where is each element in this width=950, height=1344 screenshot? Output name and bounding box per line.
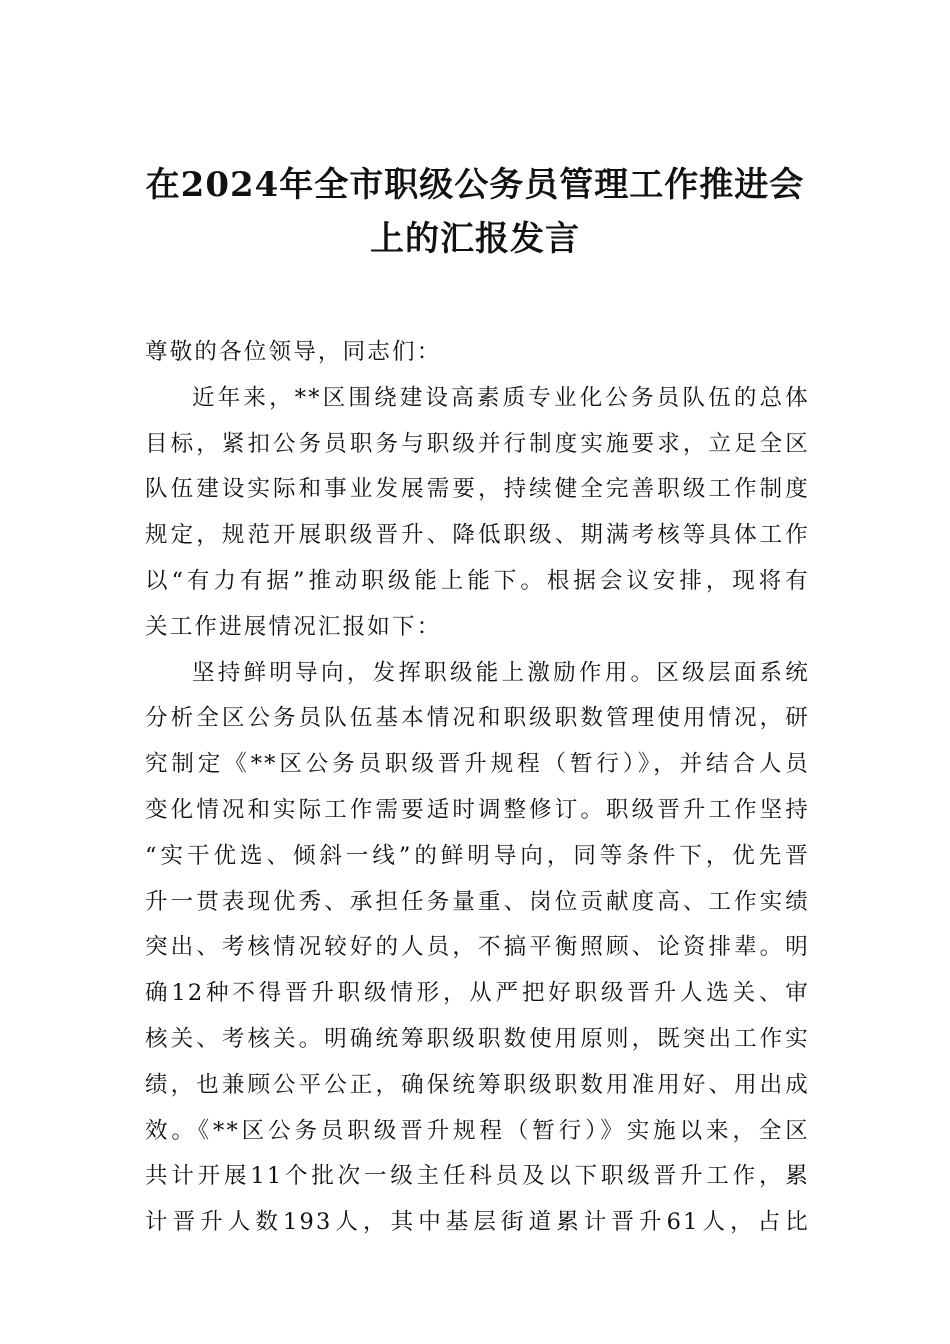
paragraph-line: 坚持鲜明导向，发挥职级能上激励作用。区级层面系统 — [192, 659, 810, 686]
paragraph-line: 分析全区公务员队伍基本情况和职级职数管理使用情况，研 — [145, 705, 810, 732]
paragraph-line: 目标，紧扣公务员职务与职级并行制度实施要求，立足全区 — [145, 430, 810, 457]
paragraph-line: 计晋升人数193人，其中基层街道累计晋升61人，占比 — [145, 1209, 810, 1236]
paragraph-line: 突出、考核情况较好的人员，不搞平衡照顾、论资排辈。明 — [145, 934, 810, 961]
paragraph-line: 变化情况和实际工作需要适时调整修订。职级晋升工作坚持 — [145, 796, 810, 823]
paragraph-guidance — [145, 651, 810, 1246]
paragraph-line: 规定，规范开展职级晋升、降低职级、期满考核等具体工作 — [145, 522, 810, 549]
paragraph-line: 究制定《**区公务员职级晋升规程（暂行）》，并结合人员 — [145, 751, 810, 778]
paragraph-line: 以“有力有据”推动职级能上能下。根据会议安排，现将有 — [145, 567, 810, 594]
paragraph-line: 确12种不得晋升职级情形，从严把好职级晋升人选关、审 — [145, 980, 810, 1007]
salutation — [145, 330, 810, 376]
document-title-line-2 — [120, 206, 830, 272]
paragraph-line: 效。《**区公务员职级晋升规程（暂行）》实施以来，全区 — [145, 1117, 810, 1144]
paragraph-line: 核关、考核关。明确统筹职级职数使用原则，既突出工作实 — [145, 1025, 810, 1052]
paragraph-line: 关工作进展情况汇报如下： — [145, 613, 442, 640]
paragraph-line: 升一贯表现优秀、承担任务量重、岗位贡献度高、工作实绩 — [145, 888, 810, 915]
paragraph-line: 近年来，**区围绕建设高素质专业化公务员队伍的总体 — [192, 384, 810, 411]
salutation-text: 尊敬的各位领导，同志们： — [145, 339, 442, 365]
document-body — [145, 330, 810, 1246]
paragraph-intro — [145, 376, 810, 651]
title-text-1: 在2024年全市职级公务员管理工作推进会 — [145, 165, 805, 205]
paragraph-line: 队伍建设实际和事业发展需要，持续健全完善职级工作制度 — [145, 476, 810, 503]
title-text-2: 上的汇报发言 — [370, 219, 580, 259]
paragraph-line: 绩，也兼顾公平公正，确保统筹职级职数用准用好、用出成 — [145, 1071, 810, 1098]
paragraph-line: “实干优选、倾斜一线”的鲜明导向，同等条件下，优先晋 — [145, 842, 810, 869]
paragraph-line: 共计开展11个批次一级主任科员及以下职级晋升工作，累 — [145, 1163, 810, 1190]
